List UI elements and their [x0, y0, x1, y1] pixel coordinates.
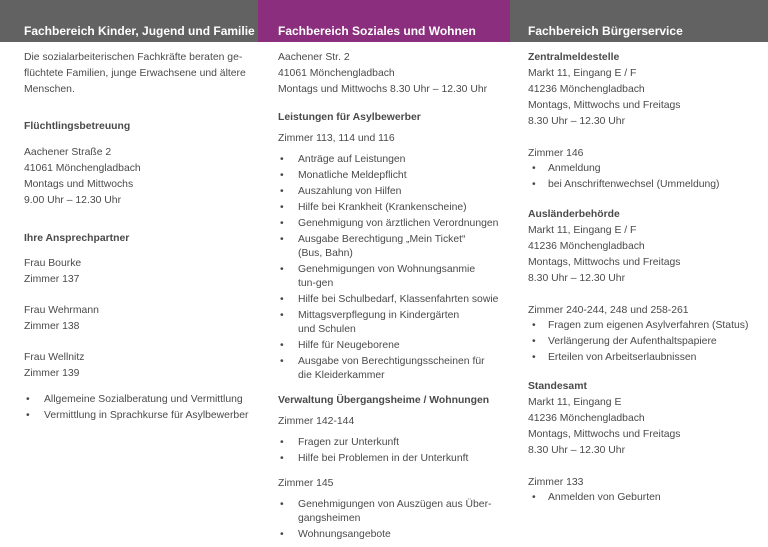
column-header: Fachbereich Soziales und Wohnen: [258, 0, 510, 42]
address-line: Montags und Mittwochs: [24, 179, 134, 190]
room-info: Zimmer 145: [278, 478, 334, 489]
contact-room: Zimmer 137: [24, 274, 80, 285]
contact-name: Frau Wehrmann: [24, 305, 99, 316]
list-item: • Anträge auf Leistungen: [278, 153, 502, 167]
column-kinder-jugend-familie: [0, 0, 258, 547]
contact-name: Frau Bourke: [24, 258, 82, 269]
list-item: • bei Anschriftenwechsel (Ummeldung): [528, 178, 760, 192]
bullet-list: [278, 498, 502, 542]
list-item: • Wohnungsangebote: [278, 528, 502, 542]
room-info: Zimmer 146: [528, 148, 584, 159]
address-line: Montags, Mittwochs und Freitags: [528, 100, 681, 111]
column-header: Fachbereich Bürgerservice: [510, 0, 768, 42]
list-item: • Fragen zur Unterkunft: [278, 436, 502, 450]
intro-line: Menschen.: [24, 84, 75, 95]
bullet-list: [528, 319, 760, 365]
bullet-list: [528, 162, 760, 192]
section-title: Flüchtlingsbetreuung: [24, 121, 131, 132]
section-title: Verwaltung Übergangsheime / Wohnungen: [278, 395, 490, 406]
address-line: Markt 11, Eingang E / F: [528, 225, 637, 236]
address-line: Markt 11, Eingang E / F: [528, 68, 637, 79]
list-item: • Hilfe bei Schulbedarf, Klassenfahrten sowie: [278, 293, 502, 307]
list-item: • Genehmigungen von Auszügen aus Über-gangsheimen: [278, 498, 493, 526]
list-item: • Anmeldung: [528, 162, 760, 176]
address-line: 9.00 Uhr – 12.30 Uhr: [24, 195, 122, 206]
bullet-list: [24, 393, 250, 423]
section-title: Ihre Ansprechpartner: [24, 233, 130, 244]
room-info: Zimmer 240-244, 248 und 258-261: [528, 305, 689, 316]
address-line: 41236 Mönchengladbach: [528, 413, 645, 424]
list-item: • Allgemeine Sozialberatung und Vermittlung: [24, 393, 250, 407]
list-item: • Auszahlung von Hilfen: [278, 185, 502, 199]
column-header: Fachbereich Kinder, Jugend und Familie: [0, 0, 258, 42]
room-info: Zimmer 133: [528, 477, 584, 488]
contact-name: Frau Wellnitz: [24, 352, 85, 363]
section-title: Zentralmeldestelle: [528, 52, 620, 63]
room-info: Zimmer 142-144: [278, 416, 355, 427]
list-item: • Fragen zum eigenen Asylverfahren (Status): [528, 319, 760, 333]
address-line: Aachener Straße 2: [24, 147, 112, 158]
column-soziales-wohnen: [258, 0, 510, 547]
address-line: 41236 Mönchengladbach: [528, 241, 645, 252]
intro-line: flüchtete Familien, junge Erwachsene und ältere: [24, 68, 246, 79]
address-line: 8.30 Uhr – 12.30 Uhr: [528, 273, 626, 284]
address-line: Aachener Str. 2: [278, 52, 350, 63]
list-item: • Hilfe bei Problemen in der Unterkunft: [278, 452, 502, 466]
address-line: 8.30 Uhr – 12.30 Uhr: [528, 116, 626, 127]
section-title: Standesamt: [528, 381, 587, 392]
address-line: 41061 Mönchengladbach: [24, 163, 141, 174]
list-item: • Mittagsverpflegung in Kindergärten und Schulen: [278, 309, 478, 337]
list-item: • Monatliche Meldepflicht: [278, 169, 502, 183]
list-item: • Hilfe bei Krankheit (Krankenscheine): [278, 201, 502, 215]
bullet-list: [278, 153, 502, 383]
address-line: 41061 Mönchengladbach: [278, 68, 395, 79]
room-info: Zimmer 113, 114 und 116: [278, 133, 395, 144]
address-line: Montags, Mittwochs und Freitags: [528, 257, 681, 268]
list-item: • Genehmigungen von Wohnungsanmietun-gen: [278, 263, 478, 291]
list-item: • Vermittlung in Sprachkurse für Asylbewerber: [24, 409, 250, 423]
address-line: 8.30 Uhr – 12.30 Uhr: [528, 445, 626, 456]
list-item: • Anmelden von Geburten: [528, 491, 760, 505]
list-item: • Erteilen von Arbeitserlaubnissen: [528, 351, 760, 365]
list-item: • Ausgabe von Berechtigungsscheinen für die Kleiderkammer: [278, 355, 493, 383]
address-line: Markt 11, Eingang E: [528, 397, 622, 408]
section-title: Ausländerbehörde: [528, 209, 620, 220]
section-title: Leistungen für Asylbewerber: [278, 112, 421, 123]
intro-line: Die sozialarbeiterischen Fachkräfte beraten ge-: [24, 52, 243, 63]
list-item: • Genehmigung von ärztlichen Verordnungen: [278, 217, 502, 231]
list-item: • Ausgabe Berechtigung „Mein Ticket“ (Bus, Bahn): [278, 233, 478, 261]
list-item: • Hilfe für Neugeborene: [278, 339, 502, 353]
list-item: • Verlängerung der Aufenthaltspapiere: [528, 335, 760, 349]
bullet-list: [528, 491, 760, 505]
bullet-list: [278, 436, 502, 466]
contact-room: Zimmer 139: [24, 368, 80, 379]
address-line: 41236 Mönchengladbach: [528, 84, 645, 95]
column-buergerservice: [510, 0, 768, 547]
address-line: Montags, Mittwochs und Freitags: [528, 429, 681, 440]
contact-room: Zimmer 138: [24, 321, 80, 332]
address-line: Montags und Mittwochs 8.30 Uhr – 12.30 Uhr: [278, 84, 488, 95]
